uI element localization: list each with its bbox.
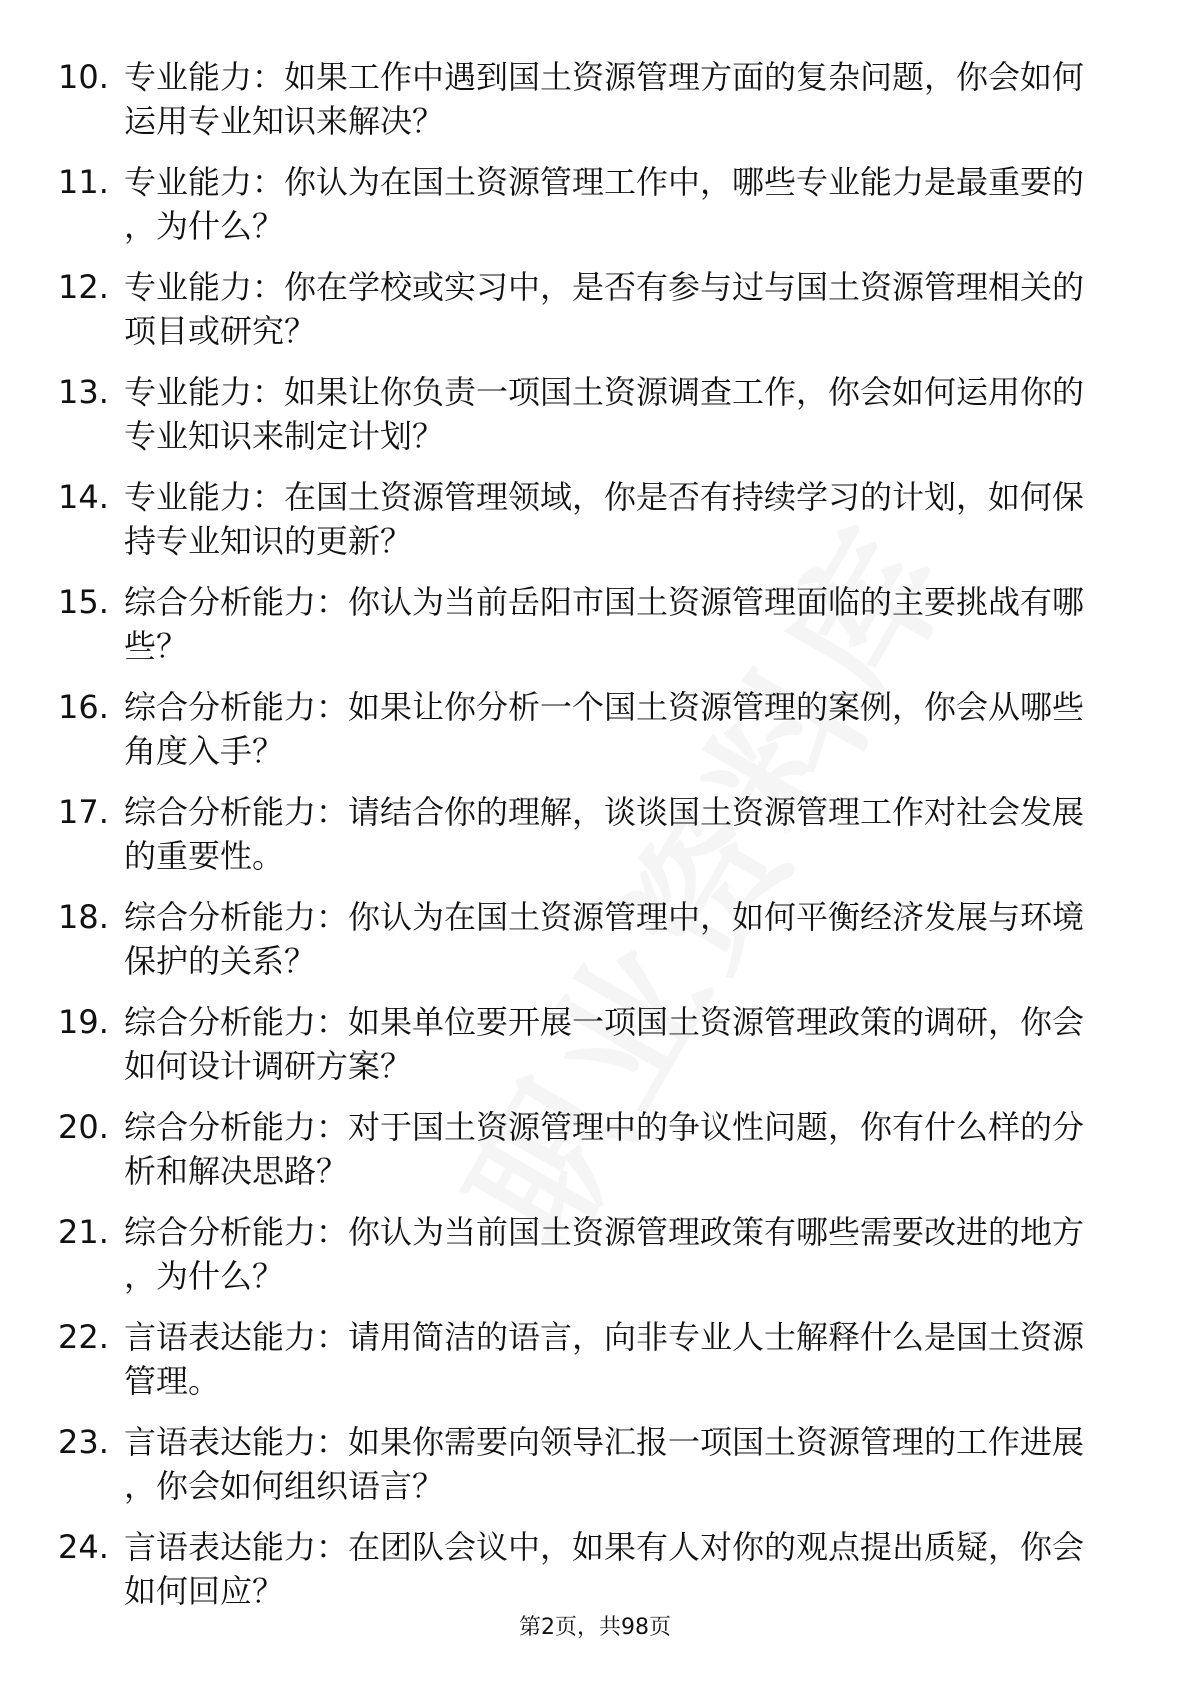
question-number: 17. xyxy=(58,793,109,831)
question-text: 专业能力：你认为在国土资源管理工作中，哪些专业能力是最重要的，为什么？ xyxy=(124,163,1085,245)
question-item xyxy=(58,160,1110,248)
question-number: 10. xyxy=(58,58,109,96)
question-number: 14. xyxy=(58,478,109,516)
question-number: 22. xyxy=(58,1318,109,1356)
question-item xyxy=(58,1525,1110,1613)
question-text: 专业能力：你在学校或实习中，是否有参与过与国土资源管理相关的项目或研究？ xyxy=(124,268,1085,350)
question-list xyxy=(58,55,1110,1630)
question-item xyxy=(58,265,1110,353)
question-item xyxy=(58,1210,1110,1298)
question-number: 13. xyxy=(58,373,109,411)
question-item xyxy=(58,475,1110,563)
page-footer: 第2页，共98页 xyxy=(519,1615,671,1640)
question-number: 12. xyxy=(58,268,109,306)
question-item xyxy=(58,1420,1110,1508)
question-number: 11. xyxy=(58,163,109,201)
question-text: 综合分析能力：对于国土资源管理中的争议性问题，你有什么样的分析和解决思路？ xyxy=(124,1108,1085,1190)
question-number: 18. xyxy=(58,898,109,936)
question-text: 综合分析能力：如果单位要开展一项国土资源管理政策的调研，你会如何设计调研方案？ xyxy=(124,1003,1085,1085)
question-item xyxy=(58,790,1110,878)
question-number: 21. xyxy=(58,1213,109,1251)
question-text: 综合分析能力：如果让你分析一个国土资源管理的案例，你会从哪些角度入手？ xyxy=(124,688,1085,770)
question-item xyxy=(58,1000,1110,1088)
question-text: 综合分析能力：你认为当前国土资源管理政策有哪些需要改进的地方，为什么？ xyxy=(124,1213,1085,1295)
question-text: 专业能力：如果工作中遇到国土资源管理方面的复杂问题，你会如何运用专业知识来解决？ xyxy=(124,58,1085,140)
question-number: 23. xyxy=(58,1423,109,1461)
question-text: 言语表达能力：如果你需要向领导汇报一项国土资源管理的工作进展，你会如何组织语言？ xyxy=(124,1423,1085,1505)
question-item xyxy=(58,580,1110,668)
question-number: 24. xyxy=(58,1528,109,1566)
question-item xyxy=(58,55,1110,143)
question-item xyxy=(58,1315,1110,1403)
question-text: 综合分析能力：你认为当前岳阳市国土资源管理面临的主要挑战有哪些？ xyxy=(124,583,1085,665)
question-text: 专业能力：在国土资源管理领域，你是否有持续学习的计划，如何保持专业知识的更新？ xyxy=(124,478,1085,560)
question-text: 综合分析能力：请结合你的理解，谈谈国土资源管理工作对社会发展的重要性。 xyxy=(124,793,1085,875)
question-text: 言语表达能力：在团队会议中，如果有人对你的观点提出质疑，你会如何回应？ xyxy=(124,1528,1085,1610)
question-number: 15. xyxy=(58,583,109,621)
question-text: 综合分析能力：你认为在国土资源管理中，如何平衡经济发展与环境保护的关系？ xyxy=(124,898,1085,980)
question-text: 专业能力：如果让你负责一项国土资源调查工作，你会如何运用你的专业知识来制定计划？ xyxy=(124,373,1085,455)
question-number: 16. xyxy=(58,688,109,726)
question-number: 20. xyxy=(58,1108,109,1146)
question-number: 19. xyxy=(58,1003,109,1041)
question-item xyxy=(58,685,1110,773)
question-item xyxy=(58,1105,1110,1193)
question-item xyxy=(58,370,1110,458)
question-item xyxy=(58,895,1110,983)
question-text: 言语表达能力：请用简洁的语言，向非专业人士解释什么是国土资源管理。 xyxy=(124,1318,1085,1400)
